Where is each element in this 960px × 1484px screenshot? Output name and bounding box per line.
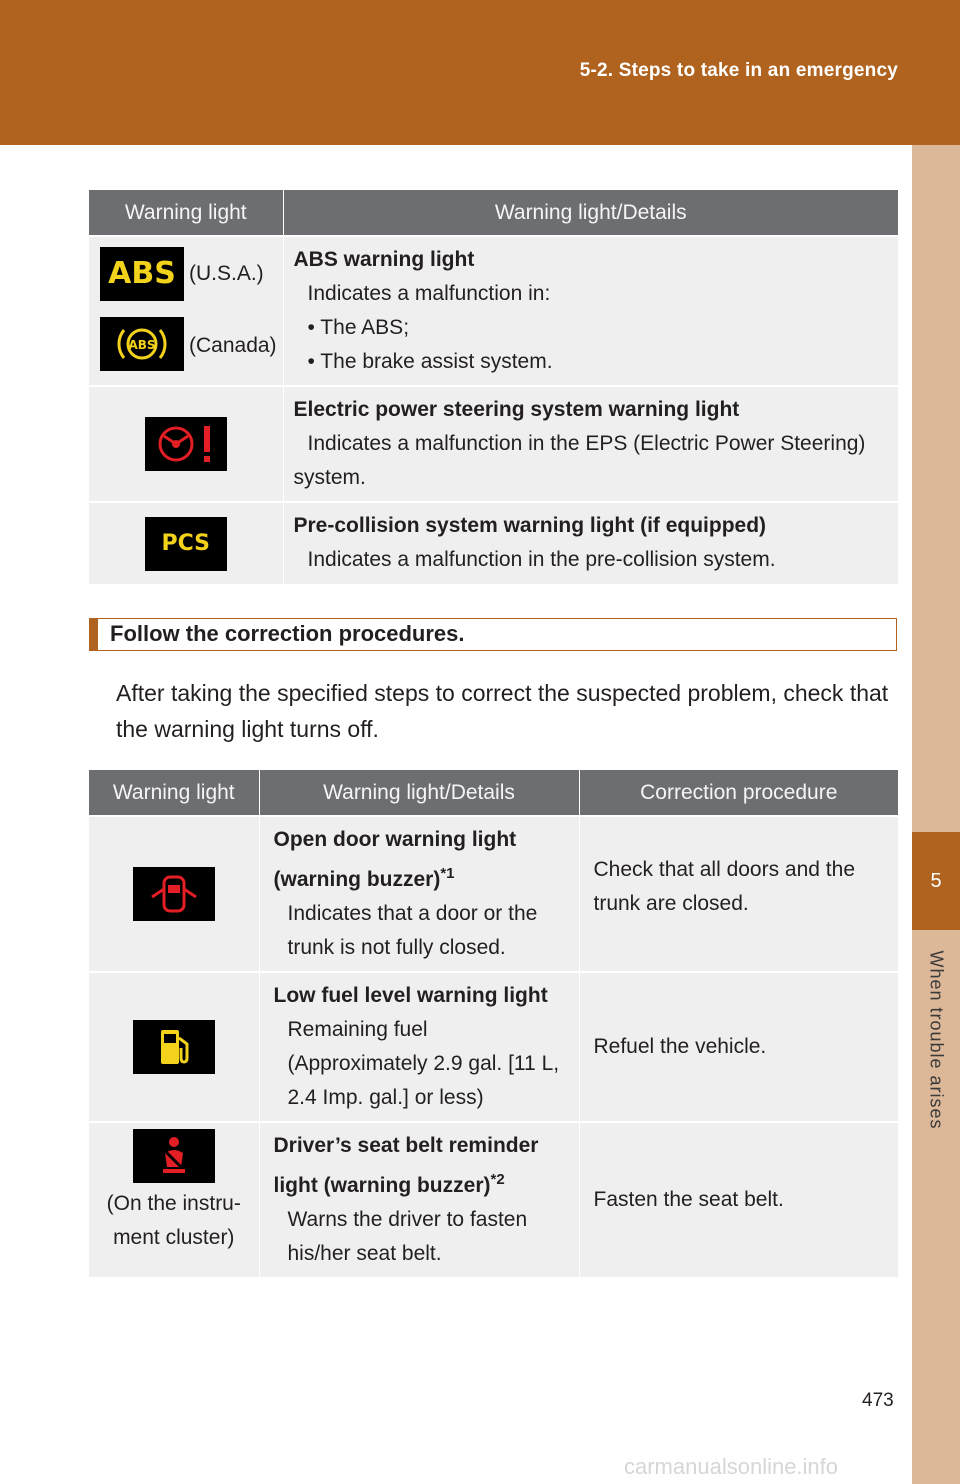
section-paragraph: After taking the specified steps to correct the suspected problem, check that the warning light turns off.	[116, 680, 889, 742]
power-steering-warning-icon	[145, 417, 227, 471]
side-tab-label: When trouble arises	[926, 950, 947, 1130]
row-title: ABS warning light	[293, 248, 475, 271]
col-header-warning-light: Warning light	[89, 770, 259, 816]
table-row: Open door warning light (warning buzzer)$^{*1}$ Indicates that a door or the trunk is not fully closed. Check that all doors and the trunk are closed.	[89, 816, 898, 972]
footnote-marker: *1	[440, 865, 455, 882]
open-door-warning-icon	[133, 867, 215, 921]
table-row: Electric power steering system warning light Indicates a malfunction in the EPS (Electric Power Steering) system.	[89, 386, 898, 502]
col-header-warning-light: Warning light	[89, 190, 283, 236]
page-number: 473	[862, 1390, 894, 1411]
table-row: (On the instru-ment cluster) Driver’s seat belt reminder light (warning buzzer)$^{*2}$ Warns the driver to fasten his/her seat belt. Fasten the seat belt.	[89, 1122, 898, 1277]
row-title: Low fuel level warning light	[273, 984, 548, 1007]
warning-table-1	[89, 190, 898, 584]
fuel-warning-icon	[133, 1020, 215, 1074]
icon-label-usa: (U.S.A.)	[189, 262, 264, 285]
seat-belt-warning-icon	[133, 1129, 215, 1183]
watermark: carmanualsonline.info	[624, 1454, 839, 1479]
abs-circle-warning-icon	[100, 317, 184, 371]
footnote-marker: *2	[490, 1171, 505, 1188]
col-header-details: Warning light/Details	[283, 190, 898, 236]
table-row: ABS (U.S.A.) ABS (Canada) ABS warning light Indicates a malfunction in: • The ABS; • The brake assist system.	[89, 236, 898, 386]
col-header-details: Warning light/Details	[259, 770, 579, 816]
side-tab-number[interactable]: 5	[912, 832, 960, 930]
section-title: 5-2. Steps to take in an emergency	[579, 60, 898, 81]
icon-caption: (On the instru-ment cluster)	[106, 1192, 241, 1249]
abs-warning-icon: ABS	[100, 247, 184, 301]
procedure-cell: Refuel the vehicle.	[579, 972, 898, 1122]
procedure-cell: Fasten the seat belt.	[579, 1122, 898, 1277]
row-title: Electric power steering system warning light	[293, 398, 740, 421]
side-tab	[912, 145, 960, 1484]
procedure-cell: Check that all doors and the trunk are closed.	[579, 816, 898, 972]
row-title: Open door warning light (warning buzzer)	[273, 828, 517, 891]
row-title: Pre-collision system warning light (if equipped)	[293, 514, 767, 537]
header-bar	[0, 0, 960, 145]
warning-table-2	[89, 770, 898, 1277]
section-heading: Follow the correction procedures.	[89, 618, 897, 651]
row-title: Driver’s seat belt reminder light (warning buzzer)	[273, 1134, 539, 1197]
table-row: PCS Pre-collision system warning light (if equipped) Indicates a malfunction in the pre-collision system.	[89, 502, 898, 584]
table-row: Low fuel level warning light Remaining fuel (Approximately 2.9 gal. [11 L, 2.4 Imp. gal.] or less) Refuel the vehicle.	[89, 972, 898, 1122]
pcs-warning-icon: PCS	[145, 517, 227, 571]
icon-label-canada: (Canada)	[189, 334, 277, 357]
col-header-procedure: Correction procedure	[579, 770, 898, 816]
svg-text:ABS: ABS	[128, 338, 156, 352]
